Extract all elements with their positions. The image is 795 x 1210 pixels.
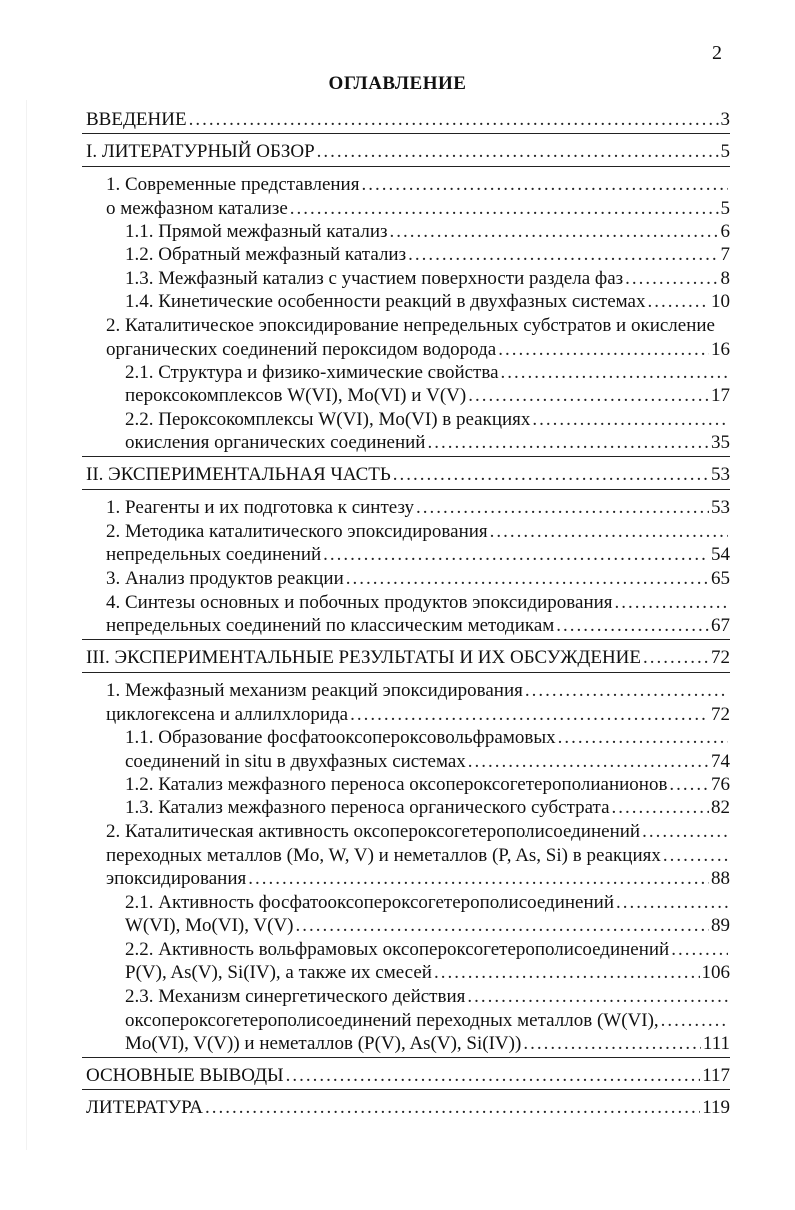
toc-entry[interactable] (106, 591, 730, 615)
dot-leader (615, 591, 728, 615)
dot-leader (671, 938, 728, 962)
toc-entry-title: 2.1. Структура и физико-химические свойства (125, 362, 499, 383)
toc-entry-title: непредельных соединений по классическим методикам (106, 615, 555, 636)
toc-entry-page: 8 (720, 268, 730, 289)
toc-entry[interactable] (86, 108, 730, 132)
section-divider (82, 672, 730, 673)
toc-entry-title: 1.3. Катализ межфазного переноса органического субстрата (125, 797, 610, 818)
dot-leader (663, 844, 728, 868)
dot-leader (490, 520, 728, 544)
section-divider (82, 133, 730, 134)
toc-entry-title: оксопероксогетерополисоединений переходных металлов (W(VI), (125, 1010, 659, 1031)
toc-entry-title: 1.2. Катализ межфазного переноса оксопероксогетерополианионов (125, 774, 668, 795)
dot-leader (434, 961, 700, 985)
dot-leader (558, 726, 728, 750)
toc-entry-page: 10 (711, 291, 730, 312)
dot-leader (408, 243, 718, 267)
dot-leader (248, 867, 709, 891)
dot-leader (468, 384, 709, 408)
toc-entry-title: ЛИТЕРАТУРА (86, 1097, 203, 1118)
toc-entry[interactable] (86, 463, 730, 487)
toc-entry[interactable] (125, 431, 730, 455)
toc-entry-title: 2. Методика каталитического эпоксидирования (106, 521, 488, 542)
toc-entry-page: 111 (702, 1033, 730, 1054)
toc-entry[interactable] (125, 290, 730, 314)
dot-leader (468, 750, 709, 774)
toc-entry-page: 106 (701, 962, 730, 983)
toc-entry[interactable] (125, 750, 730, 774)
toc-entry-title: 1. Современные представления (106, 174, 360, 195)
toc-entry[interactable] (86, 1064, 730, 1088)
dot-leader (647, 290, 709, 314)
toc-entry-page: 119 (702, 1097, 730, 1118)
toc-entry-page: 53 (711, 497, 730, 518)
toc-entry[interactable] (106, 703, 730, 727)
toc-entry[interactable] (125, 1032, 730, 1056)
dot-leader (346, 567, 709, 591)
toc-entry-title: 2.3. Механизм синергетического действия (125, 986, 466, 1007)
toc-entry[interactable] (125, 938, 730, 962)
dot-leader (390, 220, 719, 244)
toc-entry-page: 67 (711, 615, 730, 636)
dot-leader (643, 646, 709, 670)
dot-leader (361, 173, 728, 197)
toc-entry-page: 17 (711, 385, 730, 406)
toc-entry-page: 117 (702, 1065, 730, 1086)
toc-entry[interactable] (106, 543, 730, 567)
dot-leader (642, 820, 728, 844)
toc-entry-page: 54 (711, 544, 730, 565)
toc-entry-title: III. ЭКСПЕРИМЕНТАЛЬНЫЕ РЕЗУЛЬТАТЫ И ИХ ОБСУЖДЕНИЕ (86, 647, 641, 668)
toc-entry-page: 3 (720, 109, 730, 130)
toc-entry-page: 82 (711, 797, 730, 818)
toc-entry-title: ВВЕДЕНИЕ (86, 109, 187, 130)
toc-entry[interactable] (106, 314, 730, 338)
toc-entry[interactable] (106, 338, 730, 362)
toc-entry-title: окисления органических соединений (125, 432, 426, 453)
toc-entry[interactable] (125, 985, 730, 1009)
toc-entry-title: циклогексена и аллилхлорида (106, 704, 349, 725)
dot-leader (296, 914, 710, 938)
toc-entry[interactable] (86, 140, 730, 164)
toc-entry-title: 1.4. Кинетические особенности реакций в двухфазных системах (125, 291, 646, 312)
toc-entry-title: 1.1. Прямой межфазный катализ (125, 221, 388, 242)
toc-entry-page: 65 (711, 568, 730, 589)
dot-leader (323, 543, 709, 567)
toc-entry[interactable] (125, 773, 730, 797)
toc-entry[interactable] (125, 1009, 730, 1033)
section-divider (82, 456, 730, 457)
toc-entry-page: 7 (720, 244, 730, 265)
page-title: ОГЛАВЛЕНИЕ (328, 73, 467, 94)
toc-entry-title: о межфазном катализе (106, 198, 288, 219)
dot-leader (612, 796, 709, 820)
dot-leader (661, 1009, 728, 1033)
toc-entry-page: 72 (711, 704, 730, 725)
toc-entry-title: соединений in situ в двухфазных системах (125, 751, 466, 772)
toc-entry-title: переходных металлов (Mo, W, V) и неметаллов (P, As, Si) в реакциях (106, 845, 661, 866)
toc-entry[interactable] (125, 961, 730, 985)
toc-entry-title: P(V), As(V), Si(IV), а также их смесей (125, 962, 432, 983)
toc-entry-title: 2. Каталитическая активность оксопероксогетерополисоединений (106, 821, 641, 842)
toc-entry-title: 2.2. Пероксокомплексы W(VI), Mo(VI) в реакциях (125, 409, 531, 430)
toc-entry-title: 1. Реагенты и их подготовка к синтезу (106, 497, 415, 518)
section-divider (82, 489, 730, 490)
toc-entry-title: пероксокомплексов W(VI), Mo(VI) и V(V) (125, 385, 467, 406)
toc-entry-page: 16 (711, 339, 730, 360)
toc-entry-page: 53 (711, 464, 730, 485)
dot-leader (189, 108, 719, 132)
dot-leader (498, 338, 709, 362)
toc-entry[interactable] (106, 867, 730, 891)
page-margin-mark (26, 100, 27, 1150)
toc-entry-title: органических соединений пероксидом водорода (106, 339, 497, 360)
dot-leader (523, 1032, 701, 1056)
toc-entry-title: ОСНОВНЫЕ ВЫВОДЫ (86, 1065, 284, 1086)
dot-leader (525, 679, 728, 703)
toc-entry-title: 1.3. Межфазный катализ с участием поверхности раздела фаз (125, 268, 624, 289)
page-number: 2 (712, 42, 722, 64)
dot-leader (350, 703, 709, 727)
section-divider (82, 639, 730, 640)
dot-leader (625, 267, 718, 291)
toc-entry-title: непредельных соединений (106, 544, 322, 565)
dot-leader (556, 614, 709, 638)
toc-entry[interactable] (125, 726, 730, 750)
toc-entry-title: эпоксидирования (106, 868, 247, 889)
toc-entry-title: I. ЛИТЕРАТУРНЫЙ ОБЗОР (86, 141, 315, 162)
dot-leader (532, 408, 728, 432)
section-divider (82, 166, 730, 167)
toc-entry[interactable] (106, 679, 730, 703)
toc-entry[interactable] (106, 173, 730, 197)
toc-entry[interactable] (125, 914, 730, 938)
toc-entry[interactable] (125, 384, 730, 408)
toc-entry[interactable] (106, 567, 730, 591)
toc-entry[interactable] (106, 197, 730, 221)
dot-leader (290, 197, 719, 221)
toc-entry-page: 89 (711, 915, 730, 936)
dot-leader (393, 463, 709, 487)
toc-entry-page: 76 (711, 774, 730, 795)
toc-entry[interactable] (125, 408, 730, 432)
dot-leader (205, 1096, 700, 1120)
dot-leader (501, 361, 728, 385)
toc-entry-title: 1.2. Обратный межфазный катализ (125, 244, 407, 265)
toc-entry[interactable] (125, 891, 730, 915)
dot-leader (286, 1064, 701, 1088)
toc-entry-title: II. ЭКСПЕРИМЕНТАЛЬНАЯ ЧАСТЬ (86, 464, 391, 485)
toc-entry[interactable] (125, 796, 730, 820)
toc-entry-page: 5 (720, 141, 730, 162)
toc-entry[interactable] (86, 646, 730, 670)
section-divider (82, 1057, 730, 1058)
toc-entry-title: 1.1. Образование фосфатооксопероксовольфрамовых (125, 727, 556, 748)
dot-leader (616, 891, 728, 915)
toc-entry-title: 2. Каталитическое эпоксидирование непредельных субстратов и окисление (106, 315, 715, 336)
toc-entry-page: 35 (711, 432, 730, 453)
toc-entry[interactable] (125, 243, 730, 267)
toc-entry[interactable] (106, 614, 730, 638)
toc-entry-title: 4. Синтезы основных и побочных продуктов эпоксидирования (106, 592, 613, 613)
toc-entry-title: 3. Анализ продуктов реакции (106, 568, 344, 589)
dot-leader (317, 140, 719, 164)
dot-leader (669, 773, 709, 797)
toc-entry-title: W(VI), Mo(VI), V(V) (125, 915, 294, 936)
dot-leader (416, 496, 709, 520)
toc-entry[interactable] (106, 820, 730, 844)
toc-entry-page: 88 (711, 868, 730, 889)
toc-entry-title: 2.2. Активность вольфрамовых оксопероксогетерополисоединений (125, 939, 670, 960)
section-divider (82, 1089, 730, 1090)
toc-entry-page: 5 (720, 198, 730, 219)
dot-leader (427, 431, 709, 455)
toc-entry-page: 72 (711, 647, 730, 668)
toc-entry[interactable] (86, 1096, 730, 1120)
toc-entry[interactable] (125, 220, 730, 244)
toc-entry-page: 74 (711, 751, 730, 772)
toc-entry-title: 1. Межфазный механизм реакций эпоксидирования (106, 680, 523, 701)
toc-entry[interactable] (125, 361, 730, 385)
dot-leader (467, 985, 728, 1009)
toc-entry-title: 2.1. Активность фосфатооксопероксогетерополисоединений (125, 892, 614, 913)
toc-entry[interactable] (106, 844, 730, 868)
toc-entry[interactable] (106, 520, 730, 544)
toc-entry[interactable] (125, 267, 730, 291)
toc-entry-title: Mo(VI), V(V)) и неметаллов (P(V), As(V), Si(IV)) (125, 1033, 522, 1054)
toc-entry-page: 6 (720, 221, 730, 242)
toc-entry[interactable] (106, 496, 730, 520)
